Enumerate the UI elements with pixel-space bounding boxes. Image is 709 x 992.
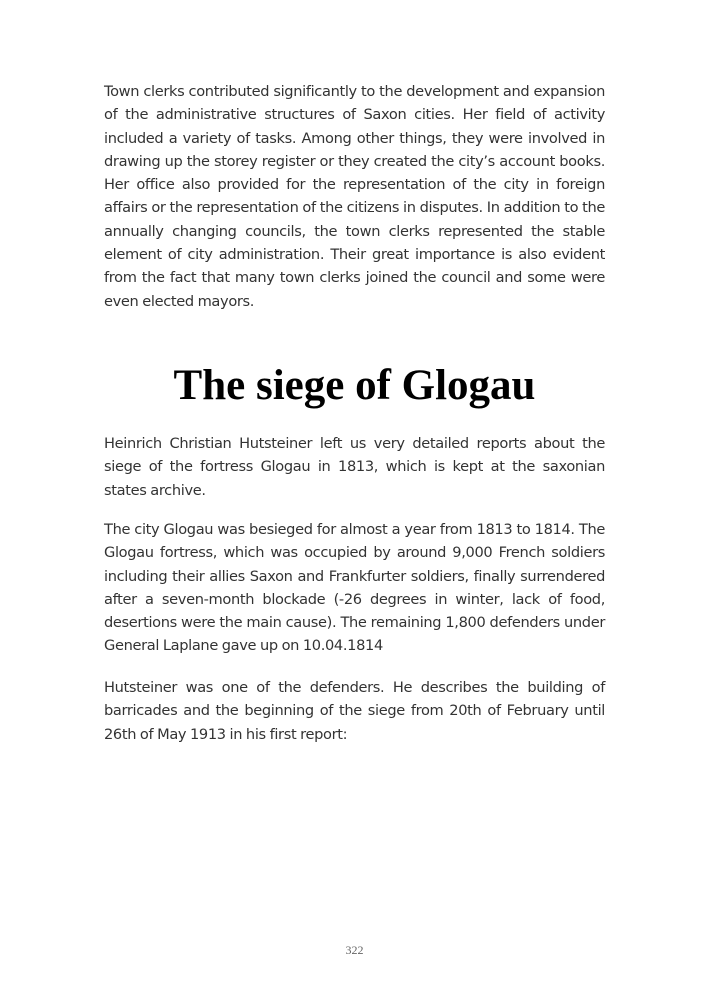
section-paragraph-2: The city Glogau was besieged for almost a year from 1813 to 1814. The Glogau fortress, which was occupied by around 9,000 French soldiers including their allies Saxon and Frankfurter soldiers, finally surrendered after a seven-month blockade (-26 degrees in winter, lack of food, desertions were the main cause). The remaining 1,800 defenders under General Laplane gave up on 10.04.1814 [104,521,605,655]
section-paragraph-1: Heinrich Christian Hutsteiner left us very detailed reports about the siege of the fortress Glogau in 1813, which is kept at the saxonian states archive. [104,435,605,499]
page-number: 322 [345,943,364,957]
section-paragraph-3: Hutsteiner was one of the defenders. He describes the building of barricades and the beginning of the siege from 20th of February until 26th of May 1913 in his first report: [104,679,605,743]
section-title: The siege of Glogau [173,362,536,409]
intro-paragraph: Town clerks contributed significantly to the development and expansion of the administrative structures of Saxon cities. Her field of activity included a variety of tasks. Among other things, they were involved in drawing up the storey register or they created the city’s account books. Her office also provided for the representation of the city in foreign affairs or the representation of the citizens in disputes. In addition to the annually changing councils, the town clerks represented the stable element of city administration. Their great importance is also evident from the fact that many town clerks joined the council and some were even elected mayors. [104,83,605,310]
